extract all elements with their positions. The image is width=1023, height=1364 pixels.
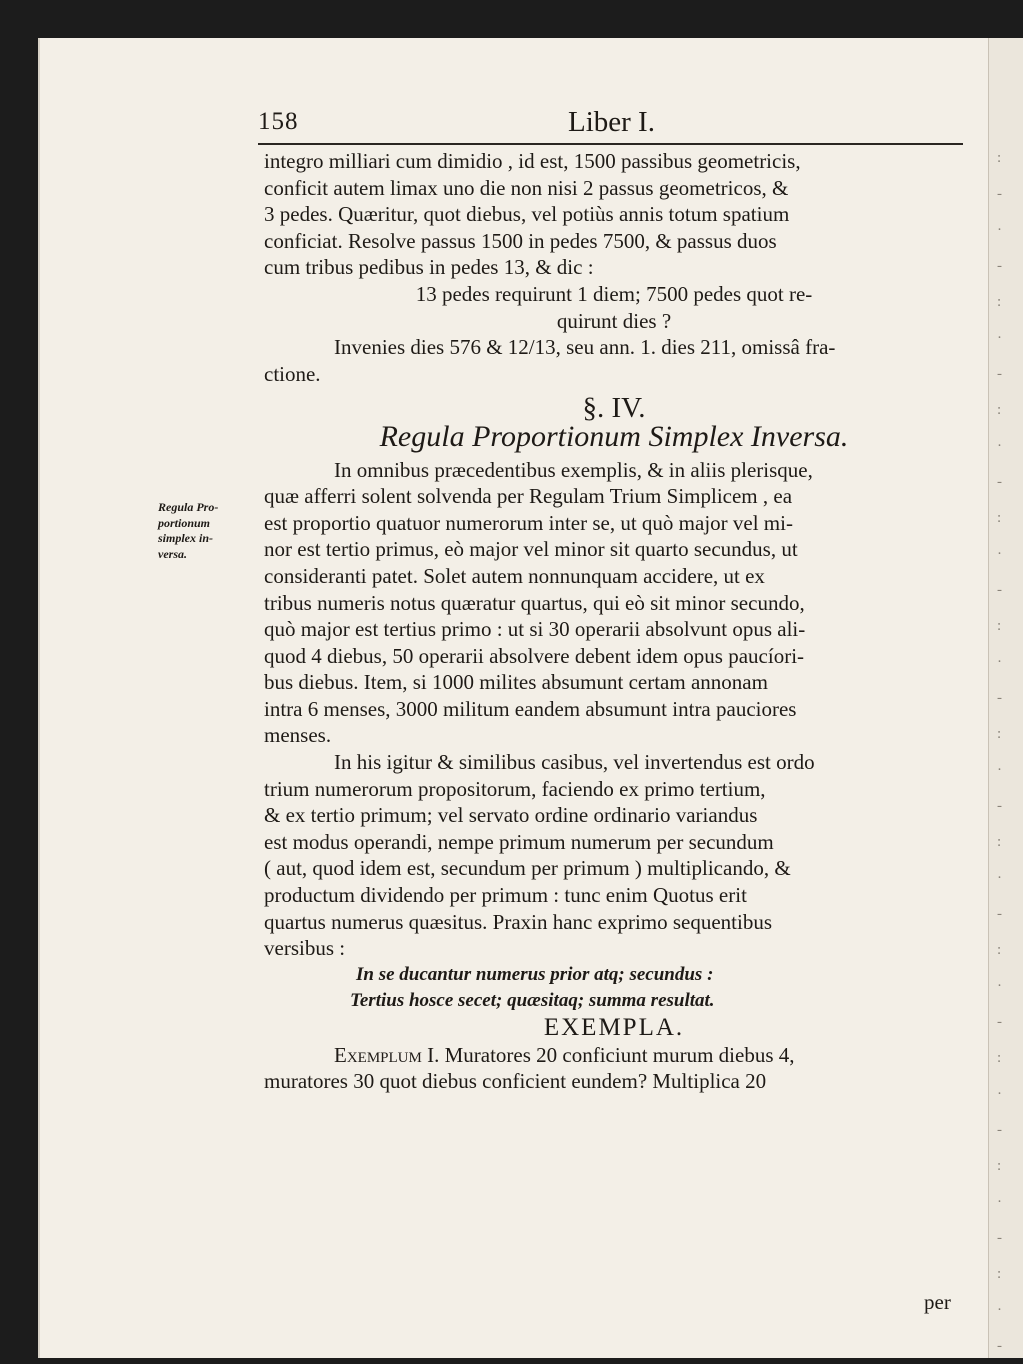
- section-title: Regula Proportionum Simplex Inversa.: [379, 419, 849, 453]
- text-line: integro milliari cum dimidio , id est, 1500 passibus geometricis,: [264, 149, 801, 173]
- text-line: 13 pedes requirunt 1 diem; 7500 pedes quot re-: [415, 281, 813, 306]
- text-line: bus diebus. Item, si 1000 milites absumunt certam annonam: [264, 670, 768, 695]
- section-number: §. IV.: [582, 392, 646, 425]
- text-line: ( aut, quod idem est, secundum per primum ) multiplicando, &: [264, 856, 791, 881]
- page-header: [258, 104, 963, 144]
- text-line: conficit autem limax uno die non nisi 2 passus geometricos, &: [264, 175, 789, 200]
- text-line: est modus operandi, nempe primum numerum per secundum: [264, 829, 774, 854]
- margin-note: [158, 500, 258, 562]
- catchword: per: [924, 1290, 951, 1314]
- text-line: productum dividendo per primum : tunc enim Quotus erit: [264, 883, 747, 908]
- text-line: quò major est tertius primo : ut si 30 operarii absolvunt opus ali-: [264, 617, 806, 642]
- text-line: [264, 1042, 964, 1069]
- main-text: [264, 148, 964, 1095]
- text-line: versibus :: [264, 936, 346, 961]
- text-line: cum tribus pedibus in pedes 13, & dic :: [264, 255, 594, 280]
- text-line: menses.: [264, 723, 332, 748]
- facing-page-bleed: : - · - : · - : · - : · - : · - : · - : · - : · - : · - : · - : · -: [997, 150, 1002, 1354]
- text-line: nor est tertio primus, eò major vel minor sit quarto secundus, ut: [264, 537, 798, 562]
- examples-heading: EXEMPLA.: [543, 1014, 685, 1041]
- text-line: conficiat. Resolve passus 1500 in pedes 7500, & passus duos: [264, 228, 777, 253]
- running-head: Liber I.: [568, 106, 655, 138]
- margin-note-line: simplex in-: [158, 531, 214, 545]
- text-line: muratores 30 quot diebus conficient eundem? Multiplica 20: [264, 1069, 767, 1094]
- header-rule: [258, 143, 963, 145]
- text-line: 3 pedes. Quæritur, quot diebus, vel potiùs annis totum spatium: [264, 202, 790, 227]
- margin-note-line: Regula Pro-: [158, 500, 219, 514]
- text-line: intra 6 menses, 3000 militum eandem absumunt intra pauciores: [264, 696, 797, 721]
- page-number: 158: [258, 108, 299, 135]
- text-line: & ex tertio primum; vel servato ordine ordinario variandus: [264, 803, 758, 828]
- margin-note-line: portionum: [158, 515, 211, 530]
- verse-line: In se ducantur numerus prior atq; secundus :: [356, 963, 714, 985]
- text-line: quod 4 diebus, 50 operarii absolvere debent idem opus paucíori-: [264, 643, 805, 668]
- text-line: trium numerorum propositorum, faciendo ex primo tertium,: [264, 776, 766, 801]
- text-line: ctione.: [264, 361, 321, 386]
- text-line: consideranti patet. Solet autem nonnunquam accidere, ut ex: [264, 563, 765, 588]
- text-line: In omnibus præcedentibus exemplis, & in aliis plerisque,: [334, 457, 813, 482]
- text-line: est proportio quatuor numerorum inter se, ut quò major vel mi-: [264, 510, 793, 535]
- text-line: tribus numeris notus quæratur quartus, qui eò sit minor secundo,: [264, 590, 805, 615]
- text-line: quæ afferri solent solvenda per Regulam Trium Simplicem , ea: [264, 484, 793, 509]
- text-line: quartus numerus quæsitus. Praxin hanc exprimo sequentibus: [264, 909, 773, 934]
- margin-note-line: versa.: [158, 546, 187, 561]
- example-text: Muratores 20 conficiunt murum diebus 4,: [439, 1042, 795, 1067]
- text-line: quirunt dies ?: [556, 308, 672, 333]
- text-line: Invenies dies 576 & 12/13, seu ann. 1. dies 211, omissâ fra-: [334, 335, 836, 360]
- verse-line: Tertius hosce secet; quæsitaq; summa resultat.: [350, 990, 715, 1012]
- text-line: In his igitur & similibus casibus, vel invertendus est ordo: [334, 750, 815, 775]
- example-label: Exemplum I.: [334, 1042, 440, 1067]
